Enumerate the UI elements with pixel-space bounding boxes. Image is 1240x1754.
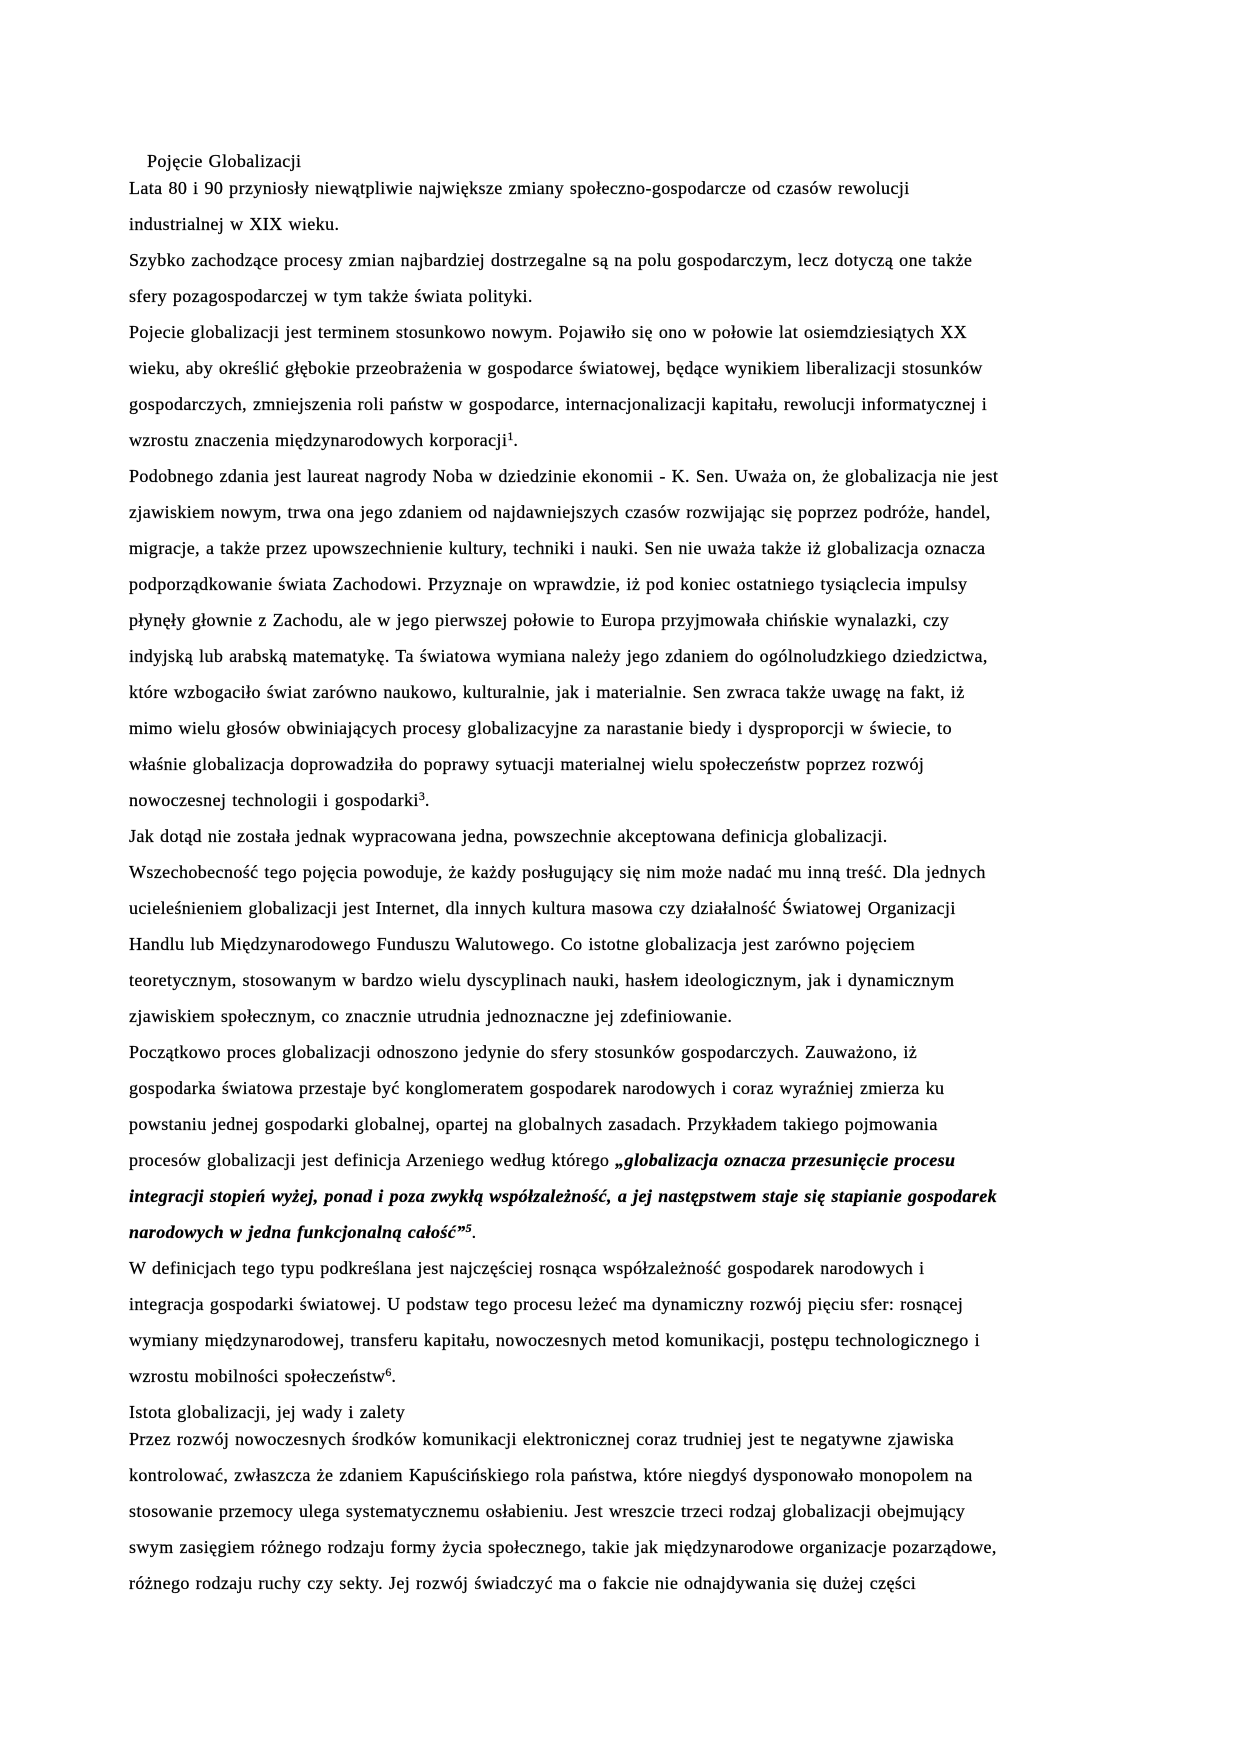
text-line — [129, 1150, 1140, 1186]
text-line — [129, 682, 1140, 718]
text-run: „globalizacja oznacza przesunięcie procesu — [615, 1150, 956, 1170]
text-run: różnego rodzaju ruchy czy sekty. Jej rozwój świadczyć ma o fakcie nie odnajdywania się dużej części — [129, 1573, 917, 1593]
text-line — [129, 1222, 1140, 1258]
text-line — [129, 430, 1140, 466]
text-line — [129, 1537, 1140, 1573]
text-run: Pojęcie Globalizacji — [147, 151, 302, 171]
document-title — [129, 151, 1140, 178]
text-run: Handlu lub Międzynarodowego Funduszu Walutowego. Co istotne globalizacja jest zarówno pojęciem — [129, 934, 916, 954]
text-line — [129, 250, 1140, 286]
text-run: zjawiskiem nowym, trwa ona jego zdaniem od najdawniejszych czasów rozwijając się poprzez podróże, handel, — [129, 502, 991, 522]
text-line — [129, 754, 1140, 790]
text-run: Wszechobecność tego pojęcia powoduje, że każdy posługujący się nim może nadać mu inną treść. Dla jednych — [129, 862, 986, 882]
text-line — [129, 826, 1140, 862]
text-run: swym zasięgiem różnego rodzaju formy życia społecznego, takie jak międzynarodowe organizacje pozarządowe, — [129, 1537, 997, 1557]
text-run: Początkowo proces globalizacji odnoszono jedynie do sfery stosunków gospodarczych. Zauważono, iż — [129, 1042, 918, 1062]
text-run: ucieleśnieniem globalizacji jest Internet, dla innych kultura masowa czy działalność Światowej Organizacji — [129, 898, 956, 918]
text-run: kontrolować, zwłaszcza że zdaniem Kapuścińskiego rola państwa, które niegdyś dysponowało monopolem na — [129, 1465, 973, 1485]
text-run: sfery pozagospodarczej w tym także świata polityki. — [129, 286, 533, 306]
text-line — [129, 1366, 1140, 1402]
text-run: wymiany międzynarodowej, transferu kapitału, nowoczesnych metod komunikacji, postępu technologicznego i — [129, 1330, 980, 1350]
text-line — [129, 1186, 1140, 1222]
footnote-ref: 6 — [385, 1365, 392, 1379]
text-run: teoretycznym, stosowanym w bardzo wielu dyscyplinach nauki, hasłem ideologicznym, jak i dynamicznym — [129, 970, 955, 990]
footnote-ref: 5 — [465, 1221, 472, 1235]
text-run: gospodarka światowa przestaje być konglomeratem gospodarek narodowych i coraz wyraźniej zmierza ku — [129, 1078, 945, 1098]
text-run: wieku, aby określić głębokie przeobrażenia w gospodarce światowej, będące wynikiem liberalizacji stosunków — [129, 358, 983, 378]
text-run: Pojecie globalizacji jest terminem stosunkowo nowym. Pojawiło się ono w połowie lat osiemdziesiątych XX — [129, 322, 968, 342]
text-run: Istota globalizacji, jej wady i zalety — [129, 1402, 406, 1422]
text-run: mimo wielu głosów obwiniających procesy globalizacyjne za narastanie biedy i dysproporcji w świecie, to — [129, 718, 952, 738]
text-line — [129, 970, 1140, 1006]
text-run: płynęły głownie z Zachodu, ale w jego pierwszej połowie to Europa przyjmowała chińskie wynalazki, czy — [129, 610, 950, 630]
text-run: . — [513, 430, 519, 450]
footnote-ref: 1 — [507, 429, 514, 443]
text-run: nowoczesnej technologii i gospodarki — [129, 790, 419, 810]
text-run: wzrostu znaczenia międzynarodowych korporacji — [129, 430, 508, 450]
text-line — [129, 610, 1140, 646]
text-run: które wzbogaciło świat zarówno naukowo, kulturalnie, jak i materialnie. Sen zwraca także uwagę na fakt, iż — [129, 682, 965, 702]
text-line — [129, 466, 1140, 502]
text-line — [129, 286, 1140, 322]
text-line — [129, 1501, 1140, 1537]
text-line — [129, 1330, 1140, 1366]
text-run: wzrostu mobilności społeczeństw — [129, 1366, 386, 1386]
text-run: Jak dotąd nie została jednak wypracowana jedna, powszechnie akceptowana definicja globalizacji. — [129, 826, 888, 846]
text-line — [129, 1294, 1140, 1330]
text-run: podporządkowanie świata Zachodowi. Przyznaje on wprawdzie, iż pod koniec ostatniego tysiąclecia impulsy — [129, 574, 968, 594]
text-run: . — [471, 1222, 477, 1242]
text-run: Podobnego zdania jest laureat nagrody Noba w dziedzinie ekonomii - K. Sen. Uważa on, że globalizacja nie jest — [129, 466, 999, 486]
text-line — [129, 718, 1140, 754]
text-run: właśnie globalizacja doprowadziła do poprawy sytuacji materialnej wielu społeczeństw poprzez rozwój — [129, 754, 925, 774]
text-line — [129, 1573, 1140, 1609]
text-line — [129, 934, 1140, 970]
text-run: zjawiskiem społecznym, co znacznie utrudnia jednoznaczne jej zdefiniowanie. — [129, 1006, 733, 1026]
text-run: . — [391, 1366, 397, 1386]
text-run: stosowanie przemocy ulega systematycznemu osłabieniu. Jest wreszcie trzeci rodzaj globalizacji obejmujący — [129, 1501, 966, 1521]
text-line — [129, 358, 1140, 394]
text-line — [129, 574, 1140, 610]
text-run: industrialnej w XIX wieku. — [129, 214, 340, 234]
text-run: indyjską lub arabską matematykę. Ta światowa wymiana należy jego zdaniem do ogólnoludzkiego dziedzictwa, — [129, 646, 988, 666]
text-run: integracji stopień wyżej, ponad i poza zwykłą współzależność, a jej następstwem staje się stapianie gospodarek — [129, 1186, 998, 1206]
text-run: Lata 80 i 90 przyniosły niewątpliwie największe zmiany społeczno-gospodarcze od czasów rewolucji — [129, 178, 910, 198]
text-run: narodowych w jedna funkcjonalną całość” — [129, 1222, 466, 1242]
section-heading — [129, 1402, 1140, 1429]
text-line — [129, 1114, 1140, 1150]
text-line — [129, 1078, 1140, 1114]
text-line — [129, 1258, 1140, 1294]
text-run: W definicjach tego typu podkreślana jest najczęściej rosnąca współzależność gospodarek narodowych i — [129, 1258, 925, 1278]
text-line — [129, 502, 1140, 538]
text-line — [129, 1042, 1140, 1078]
text-line — [129, 178, 1140, 214]
text-line — [129, 898, 1140, 934]
text-run: Przez rozwój nowoczesnych środków komunikacji elektronicznej coraz trudniej jest te negatywne zjawiska — [129, 1429, 955, 1449]
text-line — [129, 1006, 1140, 1042]
text-run: . — [424, 790, 430, 810]
text-line — [129, 322, 1140, 358]
text-run: gospodarczych, zmniejszenia roli państw w gospodarce, internacjonalizacji kapitału, rewolucji informatycznej i — [129, 394, 988, 414]
text-run: procesów globalizacji jest definicja Arzeniego według którego — [129, 1150, 616, 1170]
text-run: migracje, a także przez upowszechnienie kultury, techniki i nauki. Sen nie uważa także iż globalizacja oznacza — [129, 538, 986, 558]
text-line — [129, 214, 1140, 250]
text-line — [129, 1429, 1140, 1465]
text-line — [129, 394, 1140, 430]
text-run: integracja gospodarki światowej. U podstaw tego procesu leżeć ma dynamiczny rozwój pięciu sfer: rosnącej — [129, 1294, 964, 1314]
text-run: Szybko zachodzące procesy zmian najbardziej dostrzegalne są na polu gospodarczym, lecz dotyczą one także — [129, 250, 973, 270]
footnote-ref: 3 — [418, 789, 425, 803]
text-line — [129, 538, 1140, 574]
text-line — [129, 862, 1140, 898]
text-line — [129, 790, 1140, 826]
text-run: powstaniu jednej gospodarki globalnej, opartej na globalnych zasadach. Przykładem takiego pojmowania — [129, 1114, 938, 1134]
text-line — [129, 1465, 1140, 1501]
text-line — [129, 646, 1140, 682]
